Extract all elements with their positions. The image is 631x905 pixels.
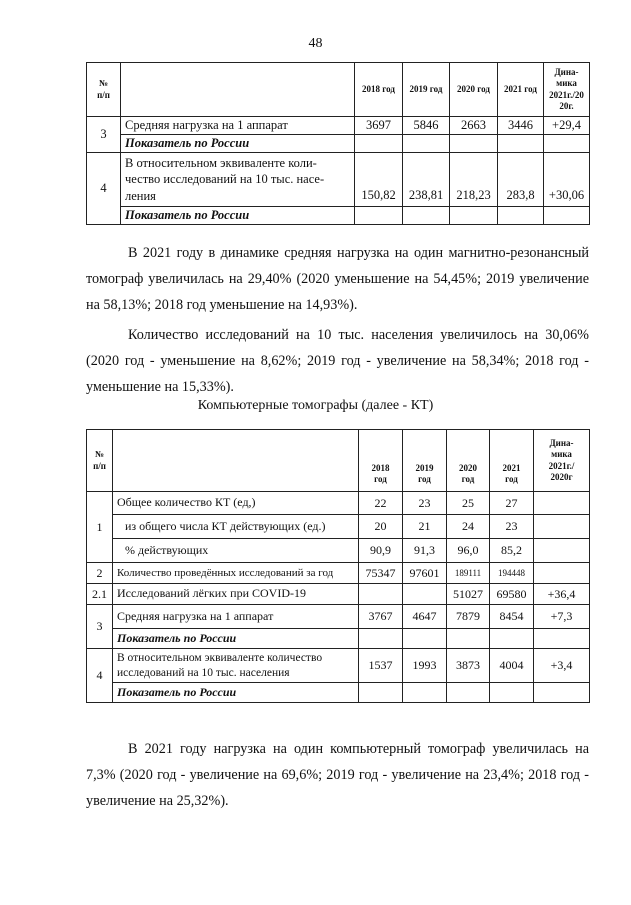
row-label-russia: Показатель по России xyxy=(113,629,359,649)
cell-2020: 51027 xyxy=(447,584,490,605)
cell-2020: 2663 xyxy=(450,117,498,135)
cell-2020 xyxy=(447,629,490,649)
cell-2020: 7879 xyxy=(447,605,490,629)
cell-dynamics: +3,4 xyxy=(534,649,590,683)
table-header-row xyxy=(87,430,590,492)
cell-2020: 25 xyxy=(447,492,490,515)
cell-2018: 90,9 xyxy=(359,539,403,563)
header-2021: 2021 год xyxy=(490,430,534,492)
header-label xyxy=(121,63,355,117)
cell-2021: 69580 xyxy=(490,584,534,605)
row-number: 3 xyxy=(87,605,113,649)
cell-2020: 96,0 xyxy=(447,539,490,563)
cell-2021 xyxy=(490,629,534,649)
table-row xyxy=(87,207,590,225)
paragraph-kt-load: В 2021 году нагрузка на один компьютерный томограф увеличилась на 7,3% (2020 год - увеличение на 69,6%; 2019 год - увеличение на 23,4%; 2018 год - увеличение на 25,32%). xyxy=(86,741,589,809)
cell-dynamics xyxy=(534,563,590,584)
cell-2021: 283,8 xyxy=(498,153,544,207)
cell-dynamics xyxy=(534,683,590,703)
row-label: В относительном эквиваленте количество исследований на 10 тыс. населения xyxy=(113,649,359,683)
header-num: № п/п xyxy=(87,63,121,117)
cell-2019: 4647 xyxy=(403,605,447,629)
cell-2018: 20 xyxy=(359,515,403,539)
cell-2018 xyxy=(359,584,403,605)
table-row xyxy=(87,584,590,605)
cell-2018: 3697 xyxy=(355,117,403,135)
header-dynamics: Дина- мика 2021г./20 20г. xyxy=(544,63,590,117)
row-label: Количество проведённых исследований за год xyxy=(113,563,359,584)
cell-2020: 3873 xyxy=(447,649,490,683)
cell-2018: 22 xyxy=(359,492,403,515)
cell-2018 xyxy=(359,629,403,649)
table-row xyxy=(87,539,590,563)
cell-2019 xyxy=(403,207,450,225)
cell-2021: 8454 xyxy=(490,605,534,629)
cell-2020 xyxy=(450,135,498,153)
cell-dynamics: +7,3 xyxy=(534,605,590,629)
row-label: В относительном эквиваленте коли- чество исследований на 10 тыс. насе- ления xyxy=(121,153,355,207)
table-header-row xyxy=(87,63,590,117)
mrt-stats-table xyxy=(86,62,590,225)
cell-dynamics xyxy=(534,515,590,539)
cell-dynamics xyxy=(534,492,590,515)
cell-2019: 21 xyxy=(403,515,447,539)
cell-2018: 150,82 xyxy=(355,153,403,207)
header-2019: 2019 год xyxy=(403,430,447,492)
cell-2019: 5846 xyxy=(403,117,450,135)
row-label: Средняя нагрузка на 1 аппарат xyxy=(121,117,355,135)
header-label xyxy=(113,430,359,492)
row-label: Исследований лёгких при COVID-19 xyxy=(113,584,359,605)
table-row xyxy=(87,153,590,207)
cell-2018 xyxy=(359,683,403,703)
cell-2019 xyxy=(403,135,450,153)
table-row xyxy=(87,117,590,135)
cell-2018: 1537 xyxy=(359,649,403,683)
header-2018: 2018 год xyxy=(359,430,403,492)
cell-2019: 91,3 xyxy=(403,539,447,563)
cell-2021 xyxy=(498,135,544,153)
header-2018: 2018 год xyxy=(355,63,403,117)
table-row xyxy=(87,492,590,515)
row-number: 2.1 xyxy=(87,584,113,605)
cell-dynamics: +36,4 xyxy=(534,584,590,605)
header-num: № п/п xyxy=(87,430,113,492)
cell-2021: 4004 xyxy=(490,649,534,683)
header-2020: 2020 год xyxy=(447,430,490,492)
paragraph-mrt-load: В 2021 году в динамике средняя нагрузка на один магнитно-резонансный томограф увеличилась на 29,40% (2020 уменьшение на 54,45%; 2019 увеличение на 58,13%; 2018 год уменьшение на 14,93%). xyxy=(86,245,589,313)
row-label: Средняя нагрузка на 1 аппарат xyxy=(113,605,359,629)
table-row xyxy=(87,649,590,683)
cell-2018: 75347 xyxy=(359,563,403,584)
table-row xyxy=(87,563,590,584)
cell-2018 xyxy=(355,135,403,153)
row-number: 2 xyxy=(87,563,113,584)
row-label-russia: Показатель по России xyxy=(113,683,359,703)
cell-2020: 24 xyxy=(447,515,490,539)
row-label-russia: Показатель по России xyxy=(121,135,355,153)
cell-2021 xyxy=(498,207,544,225)
row-label-russia: Показатель по России xyxy=(121,207,355,225)
header-dynamics: Дина- мика 2021г./ 2020г xyxy=(534,430,590,492)
row-number: 3 xyxy=(87,117,121,153)
cell-2021: 27 xyxy=(490,492,534,515)
table-row xyxy=(87,683,590,703)
cell-2021: 3446 xyxy=(498,117,544,135)
cell-dynamics xyxy=(534,629,590,649)
page-number: 48 xyxy=(308,36,323,51)
cell-2020 xyxy=(450,207,498,225)
cell-2019: 23 xyxy=(403,492,447,515)
cell-2021: 194448 xyxy=(490,563,534,584)
row-label: Общее количество КТ (ед,) xyxy=(113,492,359,515)
table2-title: Компьютерные томографы (далее - КТ) xyxy=(197,398,434,413)
cell-dynamics xyxy=(534,539,590,563)
header-2020: 2020 год xyxy=(450,63,498,117)
table-row xyxy=(87,605,590,629)
cell-2020: 218,23 xyxy=(450,153,498,207)
paragraph-mrt-research: Количество исследований на 10 тыс. населения увеличилось на 30,06% (2020 год - уменьшение на 8,62%; 2019 год - увеличение на 58,34%; 2018 год - уменьшение на 15,33%). xyxy=(86,327,589,395)
cell-2020: 189111 xyxy=(447,563,490,584)
cell-2019: 97601 xyxy=(403,563,447,584)
cell-2018 xyxy=(355,207,403,225)
header-2021: 2021 год xyxy=(498,63,544,117)
cell-2021 xyxy=(490,683,534,703)
row-number: 1 xyxy=(87,492,113,563)
cell-2019: 1993 xyxy=(403,649,447,683)
cell-2019 xyxy=(403,683,447,703)
cell-dynamics: +29,4 xyxy=(544,117,590,135)
cell-2021: 85,2 xyxy=(490,539,534,563)
cell-dynamics xyxy=(544,135,590,153)
table-row xyxy=(87,135,590,153)
cell-2021: 23 xyxy=(490,515,534,539)
cell-dynamics xyxy=(544,207,590,225)
kt-stats-table xyxy=(86,429,590,703)
table-row xyxy=(87,629,590,649)
row-label: % действующих xyxy=(113,539,359,563)
cell-2019 xyxy=(403,629,447,649)
cell-2019: 238,81 xyxy=(403,153,450,207)
cell-2018: 3767 xyxy=(359,605,403,629)
row-number: 4 xyxy=(87,153,121,225)
cell-2019 xyxy=(403,584,447,605)
header-2019: 2019 год xyxy=(403,63,450,117)
cell-dynamics: +30,06 xyxy=(544,153,590,207)
table-row xyxy=(87,515,590,539)
row-number: 4 xyxy=(87,649,113,703)
cell-2020 xyxy=(447,683,490,703)
row-label: из общего числа КТ действующих (ед.) xyxy=(113,515,359,539)
